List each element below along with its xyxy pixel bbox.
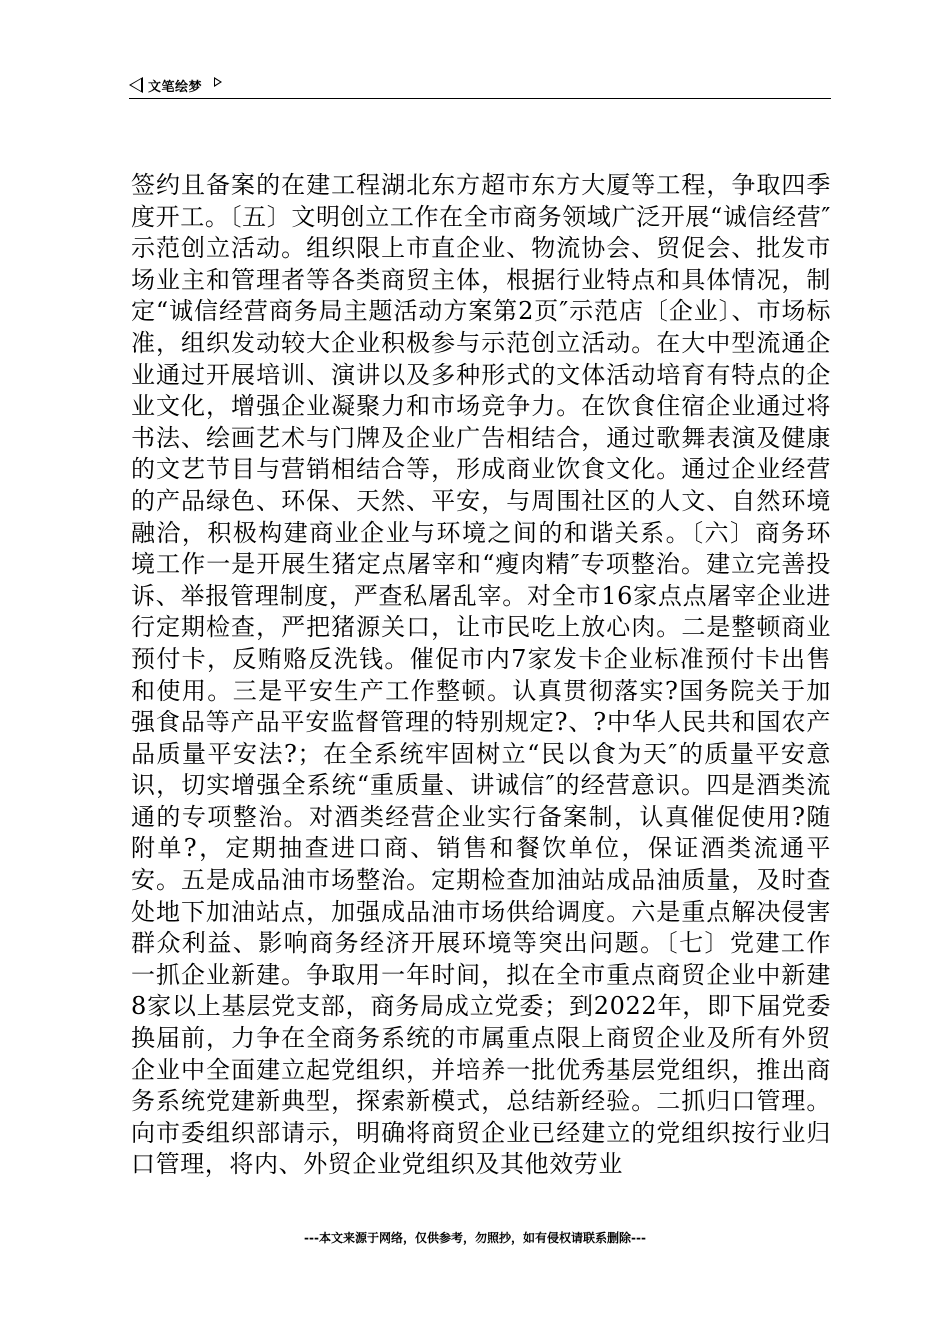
triangle-right-icon [214, 77, 222, 87]
body-paragraph: 签约且备案的在建工程湖北东方超市东方大厦等工程，争取四季度开工。〔五〕文明创立工作在全市商务领域广泛开展“诚信经营″示范创立活动。组织限上市直企业、物流协会、贸促会、批发市场业主和管理者等各类商贸主体，根据行业特点和具体情况，制定“诚信经营商务局主题活动方案第2页″示范店〔企业〕、市场标准，组织发动较大企业积极参与示范创立活动。在大中型流通企业通过开展培训、演讲以及多种形式的文体活动培育有特点的企业文化，增强企业凝聚力和市场竞争力。在饮食住宿企业通过将书法、绘画艺术与门牌及企业广告相结合，通过歌舞表演及健康的文艺节目与营销相结合等，形成商业饮食文化。通过企业经营的产品绿色、环保、天然、平安，与周围社区的人文、自然环境融洽，积极构建商业企业与环境之间的和谐关系。〔六〕商务环境工作一是开展生猪定点屠宰和“瘦肉精″专项整治。建立完善投诉、举报管理制度，严查私屠乱宰。对全市16家点点屠宰企业进行定期检查，严把猪源关口，让市民吃上放心肉。二是整顿商业预付卡，反贿赂反洗钱。催促市内7家发卡企业标准预付卡出售和使用。三是平安生产工作整顿。认真贯彻落实?国务院关于加强食品等产品平安监督管理的特别规定?、?中华人民共和国农产品质量平安法?；在全系统牢固树立“民以食为天″的质量平安意识，切实增强全系统“重质量、讲诚信″的经营意识。四是酒类流通的专项整治。对酒类经营企业实行备案制，认真催促使用?随附单?，定期抽查进口商、销售和餐饮单位，保证酒类流通平安。五是成品油市场整治。定期检查加油站成品油质量，及时查处地下加油站点，加强成品油市场供给调度。六是重点解决侵害群众利益、影响商务经济开展环境等突出问题。〔七〕党建工作一抓企业新建。争取用一年时间，拟在全市重点商贸企业中新建8家以上基层党支部，商务局成立党委；到2022年，即下届党委换届前，力争在全商务系统的市属重点限上商贸企业及所有外贸企业中全面建立起党组织，并培养一批优秀基层党组织，推出商务系统党建新典型，探索新模式，总结新经验。二抓归口管理。向市委组织部请示，明确将商贸企业已经建立的党组织按行业归口管理，将内、外贸企业党组织及其他效劳业 [131, 171, 831, 1179]
header-brand-title: 文笔绘梦 [148, 79, 203, 95]
footer-notice: ---本文来源于网络，仅供参考，勿照抄，如有侵权请联系删除--- [304, 1231, 646, 1245]
page-header [129, 74, 831, 99]
triangle-left-icon [129, 77, 143, 93]
header-brand-group [129, 74, 222, 96]
